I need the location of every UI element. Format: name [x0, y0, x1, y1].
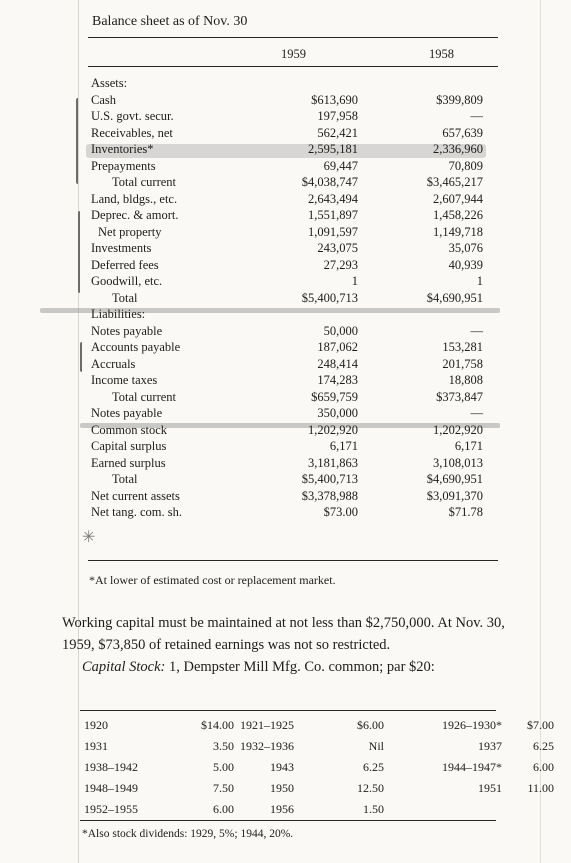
- balance-row: [0, 273, 571, 289]
- value-1958: $71.78: [448, 505, 483, 519]
- dividend-year: 1932–1936: [240, 739, 294, 753]
- value-1959: 2,595,181: [308, 142, 358, 156]
- balance-row: [0, 372, 571, 388]
- balance-row: [0, 240, 571, 256]
- paragraph-line-3: [82, 656, 435, 678]
- row-label: Total: [112, 290, 138, 305]
- value-1958: $4,690,951: [426, 290, 483, 305]
- value-1959: 248,414: [317, 356, 358, 371]
- balance-row: [0, 405, 571, 421]
- value-1959: 243,075: [317, 241, 358, 255]
- year-header-1959: 1959: [281, 47, 306, 61]
- value-1958: 6,171: [454, 439, 483, 453]
- value-1958: 1,458,226: [433, 208, 483, 222]
- row-label: Total current: [112, 389, 177, 404]
- dividend-amount: 12.50: [357, 781, 384, 795]
- table-bottom-rule: [88, 560, 498, 561]
- value-1958: $399,809: [436, 92, 483, 107]
- value-1959: $659,759: [311, 389, 358, 404]
- value-1959: $613,690: [311, 92, 358, 107]
- value-1959: 3,181,863: [308, 455, 358, 470]
- dividend-amount: [502, 799, 554, 820]
- row-label: Notes payable: [91, 323, 163, 338]
- row-label: Receivables, net: [91, 125, 173, 140]
- balance-row: [0, 141, 571, 157]
- value-1958: $4,690,951: [426, 472, 483, 486]
- row-label: Accounts payable: [91, 340, 181, 354]
- margin-star-mark: ✳: [82, 529, 96, 546]
- dividend-year: [384, 799, 502, 820]
- value-1959: 6,171: [329, 439, 358, 453]
- dividend-row: [84, 757, 554, 778]
- balance-row: [0, 257, 571, 273]
- row-label: Land, bldgs., etc.: [91, 191, 178, 206]
- value-1959: 197,958: [317, 109, 358, 123]
- row-label: Inventories*: [91, 142, 154, 156]
- row-label: Deprec. & amort.: [91, 208, 179, 222]
- value-1959: 2,643,494: [308, 191, 358, 206]
- row-label: Liabilities:: [91, 307, 146, 321]
- balance-row: [0, 339, 571, 355]
- value-1958: 153,281: [442, 340, 483, 354]
- value-1959: 69,447: [323, 158, 358, 173]
- row-label: Notes payable: [91, 406, 163, 420]
- dividend-year: 1956: [270, 802, 294, 816]
- value-1959: $73.00: [323, 505, 358, 519]
- value-1958: —: [470, 323, 483, 338]
- dividend-year: 1948–1949: [84, 781, 138, 795]
- dividend-year: 1943: [270, 760, 294, 774]
- dividend-year: 1944–1947*: [442, 760, 502, 774]
- dividend-amount: 1.50: [363, 802, 384, 816]
- row-label: Deferred fees: [91, 257, 159, 272]
- row-label: Capital surplus: [91, 439, 167, 453]
- value-1958: 657,639: [442, 125, 483, 140]
- dividends-table: [84, 715, 554, 820]
- row-label: Net tang. com. sh.: [91, 505, 182, 519]
- row-label: Investments: [91, 241, 152, 255]
- row-label: Net current assets: [91, 488, 180, 503]
- dividend-amount: 6.00: [533, 760, 554, 774]
- dividends-top-rule: [80, 710, 496, 711]
- dividend-row: [84, 736, 554, 757]
- dividend-amount: $7.00: [527, 718, 554, 732]
- balance-row: [0, 323, 571, 339]
- balance-row: [0, 389, 571, 405]
- dividend-amount: 6.00: [213, 802, 234, 816]
- capital-stock-heading: Capital Stock:: [82, 659, 166, 675]
- balance-row: [0, 125, 571, 141]
- dividend-year: 1937: [478, 739, 502, 753]
- balance-row: [0, 488, 571, 504]
- value-1958: 40,939: [448, 257, 483, 272]
- paragraph-line-2: 1959, $73,850 of retained earnings was not so restricted.: [62, 637, 391, 653]
- dividend-amount: 5.00: [213, 760, 234, 774]
- title-rule: [88, 37, 498, 38]
- row-label: Common stock: [91, 422, 168, 437]
- balance-row: [0, 290, 571, 306]
- value-1959: 1,551,897: [308, 208, 358, 222]
- value-1958: 1,202,920: [433, 422, 483, 437]
- balance-sheet-footnote: *At lower of estimated cost or replacement market.: [89, 573, 336, 587]
- balance-row: [0, 224, 571, 240]
- dividend-year: 1938–1942: [84, 760, 138, 774]
- value-1958: 35,076: [448, 241, 483, 255]
- dividend-row: [84, 715, 554, 736]
- balance-row: [0, 306, 571, 322]
- row-label: Net property: [98, 224, 162, 239]
- value-1958: 1,149,718: [433, 224, 483, 239]
- value-1959: 1,091,597: [308, 224, 358, 239]
- dividend-amount: 6.25: [533, 739, 554, 753]
- balance-row: [0, 438, 571, 454]
- dividend-row: [84, 778, 554, 799]
- row-label: Goodwill, etc.: [91, 274, 163, 288]
- row-label: U.S. govt. secur.: [91, 109, 174, 123]
- dividend-year: 1950: [270, 781, 294, 795]
- value-1959: 174,283: [317, 373, 358, 387]
- dividend-amount: $14.00: [201, 718, 234, 732]
- dividends-footnote: *Also stock dividends: 1929, 5%; 1944, 20%.: [82, 828, 294, 840]
- value-1959: $4,038,747: [301, 175, 358, 189]
- capital-stock-text: 1, Dempster Mill Mfg. Co. common; par $20:: [165, 659, 435, 675]
- value-1958: $3,465,217: [426, 175, 483, 189]
- value-1958: 70,809: [448, 158, 483, 173]
- value-1958: $3,091,370: [426, 488, 483, 503]
- row-label: Accruals: [91, 356, 136, 371]
- dividend-amount: 6.25: [363, 760, 384, 774]
- dividend-year: 1920: [84, 718, 108, 732]
- balance-row: [0, 207, 571, 223]
- dividend-amount: 11.00: [527, 781, 554, 795]
- value-1959: $3,378,988: [301, 488, 358, 503]
- value-1958: 201,758: [442, 356, 483, 371]
- dividend-amount: 7.50: [213, 781, 234, 795]
- value-1959: 187,062: [317, 340, 358, 354]
- dividend-amount: 3.50: [213, 739, 234, 753]
- value-1958: 3,108,013: [433, 455, 483, 470]
- value-1958: 2,607,944: [433, 191, 483, 206]
- balance-row: [0, 504, 571, 520]
- value-1959: 27,293: [323, 257, 358, 272]
- value-1958: $373,847: [436, 389, 483, 404]
- dividend-amount: Nil: [368, 739, 384, 753]
- balance-row: [0, 75, 571, 91]
- balance-row: [0, 158, 571, 174]
- dividend-year: 1931: [84, 739, 108, 753]
- value-1958: —: [470, 406, 483, 420]
- dividend-year: 1926–1930*: [442, 718, 502, 732]
- balance-row: [0, 422, 571, 438]
- dividend-amount: $6.00: [357, 718, 384, 732]
- value-1958: 2,336,960: [433, 142, 483, 156]
- row-label: Income taxes: [91, 373, 158, 387]
- dividend-row: [84, 799, 554, 820]
- value-1959: 350,000: [317, 406, 358, 420]
- value-1959: 1: [351, 274, 358, 288]
- value-1958: 1: [476, 274, 483, 288]
- row-label: Prepayments: [91, 158, 156, 173]
- row-label: Total current: [112, 175, 177, 189]
- balance-sheet-title: Balance sheet as of Nov. 30: [92, 14, 248, 29]
- balance-row: [0, 471, 571, 487]
- value-1958: —: [470, 109, 483, 123]
- balance-row: [0, 108, 571, 124]
- balance-row: [0, 92, 571, 108]
- paragraph-line-1: Working capital must be maintained at not less than $2,750,000. At Nov. 30,: [62, 615, 505, 631]
- value-1959: 50,000: [323, 323, 358, 338]
- value-1959: 562,421: [317, 125, 358, 140]
- value-1959: 1,202,920: [308, 422, 358, 437]
- value-1959: $5,400,713: [301, 472, 358, 486]
- row-label: Earned surplus: [91, 455, 166, 470]
- dividend-year: 1952–1955: [84, 802, 138, 816]
- year-header-1958: 1958: [429, 47, 454, 61]
- balance-row: [0, 356, 571, 372]
- value-1959: $5,400,713: [301, 290, 358, 305]
- row-label: Cash: [91, 92, 116, 107]
- dividends-bottom-rule: [80, 820, 496, 821]
- dividend-year: 1921–1925: [240, 718, 294, 732]
- balance-row: [0, 174, 571, 190]
- header-rule: [88, 66, 498, 67]
- dividend-year: 1951: [478, 781, 502, 795]
- balance-row: [0, 191, 571, 207]
- row-label: Total: [112, 472, 138, 486]
- value-1958: 18,808: [448, 373, 483, 387]
- balance-row: [0, 455, 571, 471]
- row-label: Assets:: [91, 76, 128, 90]
